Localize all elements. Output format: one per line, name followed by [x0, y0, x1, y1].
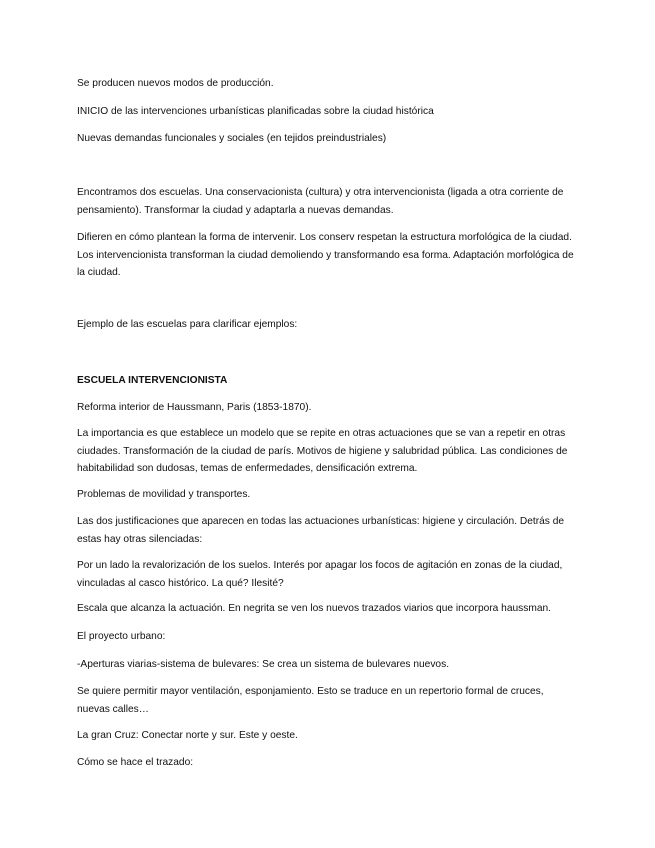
paragraph-great-cross: La gran Cruz: Conectar norte y sur. Este y oeste. [77, 730, 298, 741]
paragraph-scale: Escala que alcanza la actuación. En negrita se ven los nuevos trazados viarios que incorpora haussman. [77, 603, 551, 614]
paragraph-layout-how: Cómo se hace el trazado: [77, 757, 194, 768]
paragraph-justifications: Las dos justificaciones que aparecen en todas las actuaciones urbanísticas: higiene y circulación. Detrás de estas hay otras silenciadas: [77, 516, 565, 545]
paragraph-boulevards: -Aperturas viarias-sistema de bulevares: Se crea un sistema de bulevares nuevos. [77, 659, 450, 670]
paragraph-new-demands: Nuevas demandas funcionales y sociales (en tejidos preindustriales) [77, 133, 387, 144]
paragraph-intervention-difference: Difieren en cómo plantean la forma de intervenir. Los conserv respetan la estructura morfológica de la ciudad. Los intervencionista transforman la ciudad demoliendo y transformando esa forma. Adaptación morfológica de la ciudad. [77, 232, 574, 278]
paragraph-examples-intro: Ejemplo de las escuelas para clarificar ejemplos: [77, 319, 298, 330]
paragraph-importance: La importancia es que establece un modelo que se repite en otras actuaciones que se van a repetir en otras ciudades. Transformación de la ciudad de parís. Motivos de higiene y salubridad pública. Las condiciones de habitabilidad son dudosas, temas de enfermedades, densificación extrema. [77, 428, 568, 474]
paragraph-intervention-start: INICIO de las intervenciones urbanísticas planificadas sobre la ciudad histórica [77, 106, 434, 117]
paragraph-urban-project: El proyecto urbano: [77, 631, 166, 642]
paragraph-production-modes: Se producen nuevos modos de producción. [77, 78, 274, 89]
paragraph-land-revaluation: Por un lado la revalorización de los suelos. Interés por apagar los focos de agitación en zonas de la ciudad, vinculadas al casco histórico. La qué? Ilesité? [77, 560, 563, 589]
paragraph-ventilation: Se quiere permitir mayor ventilación, esponjamiento. Esto se traduce en un repertorio formal de cruces, nuevas calles… [77, 686, 544, 715]
paragraph-haussmann-reform: Reforma interior de Haussmann, Paris (1853-1870). [77, 402, 312, 413]
paragraph-two-schools: Encontramos dos escuelas. Una conservacionista (cultura) y otra intervencionista (ligada a otra corriente de pensamiento). Transformar la ciudad y adaptarla a nuevas demandas. [77, 187, 564, 216]
paragraph-mobility: Problemas de movilidad y transportes. [77, 489, 251, 500]
section-heading: ESCUELA INTERVENCIONISTA [77, 375, 228, 386]
